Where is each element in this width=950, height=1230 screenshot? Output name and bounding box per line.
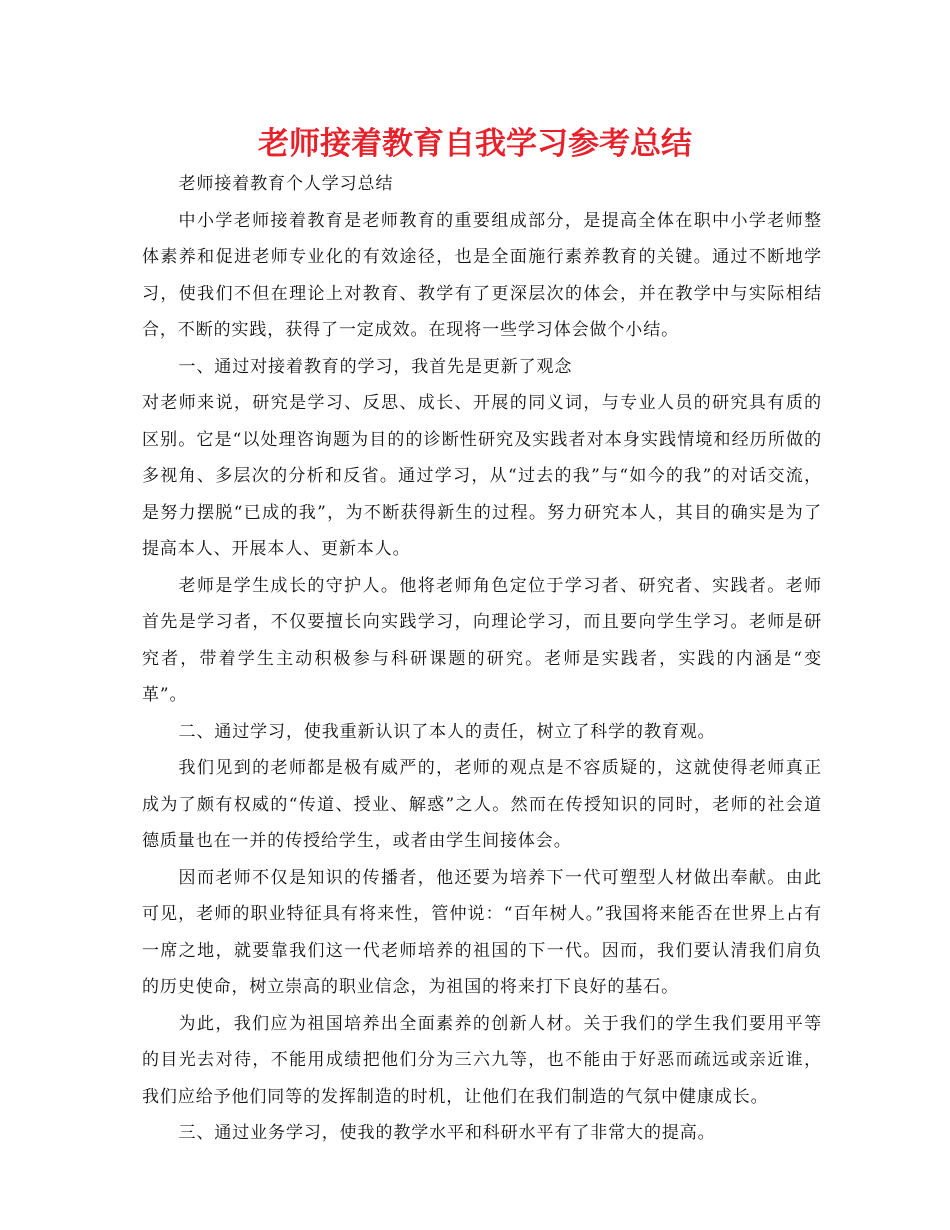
paragraph: 我们见到的老师都是极有威严的，老师的观点是不容质疑的，这就使得老师真正成为了颇有权威的“传道、授业、解惑”之人。然而在传授知识的同时，老师的社会道德质量也在一并的传授给学生，或者由学生间接体会。 <box>142 758 822 851</box>
document-body <box>142 166 822 1152</box>
paragraph: 为此，我们应为祖国培养出全面素养的创新人材。关于我们的学生我们要用平等的目光去对待，不能用成绩把他们分为三六九等，也不能由于好恶而疏远或亲近谁，我们应给予他们同等的发挥制造的时机，让他们在我们制造的气氛中健康成长。 <box>142 1013 822 1107</box>
section-heading: 三、通过业务学习，使我的教学水平和科研水平有了非常大的提高。 <box>178 1123 716 1143</box>
paragraph: 中小学老师接着教育是老师教育的重要组成部分，是提高全体在职中小学老师整体素养和促进老师专业化的有效途径，也是全面施行素养教育的关键。通过不断地学习，使我们不但在理论上对教育、教学有了更深层次的体会，并在教学中与实际相结合，不断的实践，获得了一定成效。在现将一些学习体会做个小结。 <box>142 210 822 340</box>
paragraph: 因而老师不仅是知识的传播者，他还要为培养下一代可塑型人材做出奉献。由此可见，老师的职业特征具有将来性，管仲说：“百年树人。”我国将来能否在世界上占有一席之地，就要靠我们这一代老师培养的祖国的下一代。因而，我们要认清我们肩负的历史使命，树立崇高的职业信念，为祖国的将来打下良好的基石。 <box>142 867 822 997</box>
paragraph: 对老师来说，研究是学习、反思、成长、开展的同义词，与专业人员的研究具有质的区别。它是“以处理咨询题为目的的诊断性研究及实践者对本身实践情境和经历所做的多视角、多层次的分析和反省。通过学习，从“过去的我”与“如今的我”的对话交流，是努力摆脱“已成的我”，为不断获得新生的过程。努力研究本人，其目的确实是为了提高本人、开展本人、更新本人。 <box>142 393 822 559</box>
paragraph: 老师是学生成长的守护人。他将老师角色定位于学习者、研究者、实践者。老师首先是学习者，不仅要擅长向实践学习，向理论学习，而且要向学生学习。老师是研究者，带着学生主动积极参与科研课题的研究。老师是实践者，实践的内涵是“变革”。 <box>142 575 822 705</box>
document-title: 老师接着教育自我学习参考总结 <box>258 126 692 162</box>
section-heading: 一、通过对接着教育的学习，我首先是更新了观念 <box>178 356 573 377</box>
paragraph-subtitle: 老师接着教育个人学习总结 <box>178 174 394 194</box>
section-heading: 二、通过学习，使我重新认识了本人的责任，树立了科学的教育观。 <box>178 721 716 742</box>
